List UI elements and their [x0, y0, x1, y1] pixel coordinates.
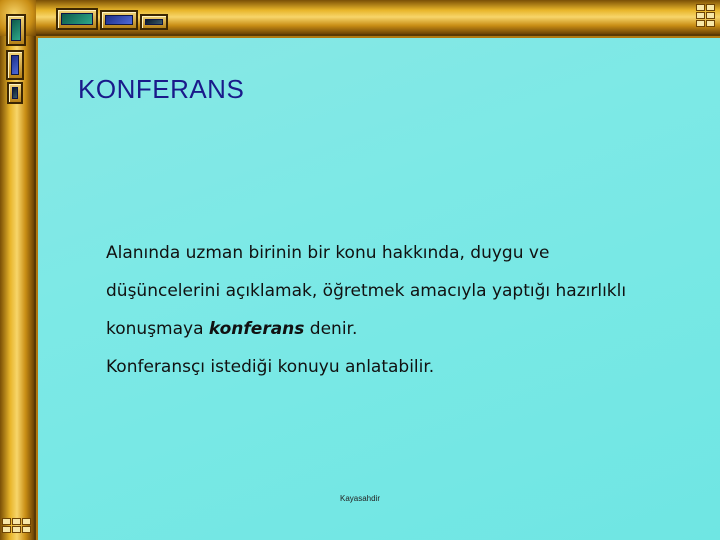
gem-icon	[61, 13, 93, 25]
body-line-3	[106, 310, 696, 348]
gem-icon	[11, 19, 21, 41]
gem-icon	[12, 87, 18, 99]
frame-inner-line-left	[36, 36, 38, 540]
corner-ornament-bottom-left	[2, 518, 31, 533]
frame-left-border	[0, 0, 36, 540]
slide-title: KONFERANS	[78, 74, 245, 104]
footer-text: Kayasahdir	[339, 494, 381, 503]
nav-button-left-3[interactable]	[7, 82, 23, 104]
emphasis-term: konferans	[208, 319, 305, 339]
nav-button-1[interactable]	[56, 8, 98, 30]
nav-button-2[interactable]	[100, 10, 138, 30]
nav-button-3[interactable]	[140, 14, 168, 30]
nav-button-left-2[interactable]	[6, 50, 24, 80]
body-line-1: Alanında uzman birinin bir konu hakkında, duygu ve	[106, 243, 550, 263]
body-line-4: Konferansçı istediği konuyu anlatabilir.	[106, 357, 435, 377]
slide-body	[106, 234, 696, 386]
corner-ornament-top-right	[696, 4, 715, 27]
frame-inner-line-top	[36, 36, 720, 38]
body-line-3-end: denir.	[304, 319, 358, 339]
body-line-3-start: konuşmaya	[106, 319, 209, 339]
gem-icon	[145, 19, 163, 25]
nav-button-left-1[interactable]	[6, 14, 26, 46]
gem-icon	[11, 55, 19, 75]
body-line-2: düşüncelerini açıklamak, öğretmek amacıyla yaptığı hazırlıklı	[106, 281, 627, 301]
gem-icon	[105, 15, 133, 25]
